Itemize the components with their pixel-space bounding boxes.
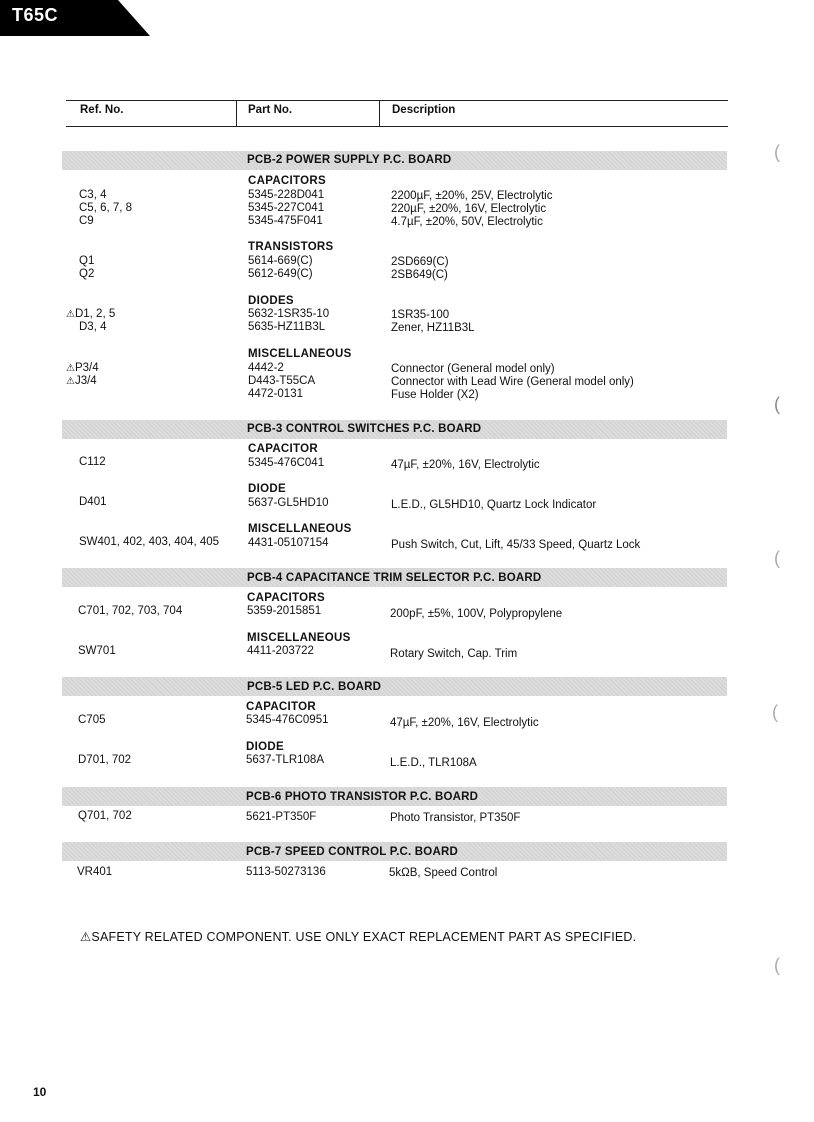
ref-number: ⚠J3/4	[66, 375, 97, 387]
ref-number: C5, 6, 7, 8	[79, 202, 133, 214]
section-title: PCB-5 LED P.C. BOARD	[247, 681, 382, 693]
description: L.E.D., GL5HD10, Quartz Lock Indicator	[391, 499, 597, 511]
part-number: 5345-476C0951	[246, 714, 329, 726]
part-number: 5345-475F041	[248, 215, 323, 227]
model-title: T65C	[12, 5, 59, 25]
binder-hole-mark: (	[774, 548, 780, 568]
header-bottom-rule	[66, 126, 728, 127]
part-number: 4431-05107154	[248, 537, 329, 549]
ref-number: C112	[79, 456, 106, 468]
description: 2SD669(C)	[391, 256, 449, 268]
section-title: PCB-3 CONTROL SWITCHES P.C. BOARD	[247, 423, 482, 435]
warning-triangle-icon: ⚠	[66, 309, 75, 320]
column-header-part: Part No.	[248, 104, 293, 116]
group-heading: CAPACITOR	[246, 701, 316, 713]
binder-hole-mark: (	[774, 955, 780, 975]
part-number: 5359-2015851	[247, 605, 322, 617]
description: Connector (General model only)	[391, 363, 555, 375]
group-heading: MISCELLANEOUS	[248, 348, 352, 360]
column-header-description: Description	[392, 104, 456, 116]
part-number: 5635-HZ11B3L	[248, 321, 326, 333]
description: Photo Transistor, PT350F	[390, 812, 521, 824]
group-heading: MISCELLANEOUS	[248, 523, 352, 535]
part-number: 5637-GL5HD10	[248, 497, 329, 509]
part-number: 5612-649(C)	[248, 268, 313, 280]
part-number: 5621-PT350F	[246, 811, 317, 823]
ref-number: C705	[78, 714, 106, 726]
header-divider	[236, 100, 237, 126]
page-number: 10	[33, 1085, 47, 1099]
group-heading: CAPACITORS	[248, 175, 326, 187]
warning-triangle-icon: ⚠	[80, 930, 92, 944]
description: 4.7µF, ±20%, 50V, Electrolytic	[391, 216, 543, 228]
description: 220µF, ±20%, 16V, Electrolytic	[391, 203, 547, 215]
part-number: 4472-0131	[248, 388, 303, 400]
ref-number: D701, 702	[78, 754, 132, 766]
part-number: 4442-2	[248, 362, 284, 374]
section-title: PCB-6 PHOTO TRANSISTOR P.C. BOARD	[246, 791, 479, 803]
part-number: 5614-669(C)	[248, 255, 313, 267]
section-band	[62, 677, 727, 696]
part-number: 5113-50273136	[246, 866, 326, 878]
header-top-rule	[66, 100, 728, 101]
group-heading: CAPACITORS	[247, 592, 325, 604]
ref-number: D401	[79, 496, 107, 508]
ref-number: Q2	[79, 268, 95, 280]
description: L.E.D., TLR108A	[390, 757, 477, 769]
warning-triangle-icon: ⚠	[66, 363, 75, 374]
safety-note: ⚠SAFETY RELATED COMPONENT. USE ONLY EXACT REPLACEMENT PART AS SPECIFIED.	[80, 930, 637, 944]
group-heading: DIODES	[248, 295, 294, 307]
description: 47µF, ±20%, 16V, Electrolytic	[391, 459, 540, 471]
description: 1SR35-100	[391, 309, 450, 321]
binder-hole-mark: (	[774, 394, 780, 414]
description: 200pF, ±5%, 100V, Polypropylene	[390, 608, 563, 620]
section-title: PCB-2 POWER SUPPLY P.C. BOARD	[247, 154, 452, 166]
description: 2SB649(C)	[391, 269, 448, 281]
ref-number: C3, 4	[79, 189, 107, 201]
description: Rotary Switch, Cap. Trim	[390, 648, 518, 660]
ref-number: C701, 702, 703, 704	[78, 605, 183, 617]
description: Zener, HZ11B3L	[391, 322, 475, 334]
group-heading: CAPACITOR	[248, 443, 318, 455]
section-title: PCB-4 CAPACITANCE TRIM SELECTOR P.C. BOARD	[247, 572, 542, 584]
ref-number: Q1	[79, 255, 95, 267]
group-heading: MISCELLANEOUS	[247, 632, 351, 644]
part-number: 5345-227C041	[248, 202, 325, 214]
part-number: 4411-203722	[247, 645, 314, 657]
binder-hole-mark: (	[774, 142, 780, 162]
part-number: 5345-228D041	[248, 189, 325, 201]
section-title: PCB-7 SPEED CONTROL P.C. BOARD	[246, 846, 458, 858]
group-heading: DIODE	[246, 741, 284, 753]
ref-number: ⚠D1, 2, 5	[66, 308, 116, 320]
warning-triangle-icon: ⚠	[66, 376, 75, 387]
description: 47µF, ±20%, 16V, Electrolytic	[390, 717, 539, 729]
description: Fuse Holder (X2)	[391, 389, 479, 401]
part-number: 5637-TLR108A	[246, 754, 324, 766]
part-number: 5632-1SR35-10	[248, 308, 330, 320]
ref-number: SW401, 402, 403, 404, 405	[79, 536, 220, 548]
description: Push Switch, Cut, Lift, 45/33 Speed, Quartz Lock	[391, 539, 641, 551]
group-heading: DIODE	[248, 483, 286, 495]
binder-hole-mark: (	[772, 702, 778, 722]
header-divider	[379, 100, 380, 126]
column-header-ref: Ref. No.	[80, 104, 124, 116]
description: 5kΩB, Speed Control	[389, 867, 498, 879]
ref-number: VR401	[77, 866, 113, 878]
ref-number: ⚠P3/4	[66, 362, 99, 374]
ref-number: C9	[79, 215, 94, 227]
ref-number: SW701	[78, 645, 116, 657]
ref-number: Q701, 702	[78, 810, 132, 822]
part-number: D443-T55CA	[248, 375, 316, 387]
description: Connector with Lead Wire (General model only)	[391, 376, 634, 388]
description: 2200µF, ±20%, 25V, Electrolytic	[391, 190, 553, 202]
ref-number: D3, 4	[79, 321, 107, 333]
part-number: 5345-476C041	[248, 457, 325, 469]
group-heading: TRANSISTORS	[248, 241, 334, 253]
